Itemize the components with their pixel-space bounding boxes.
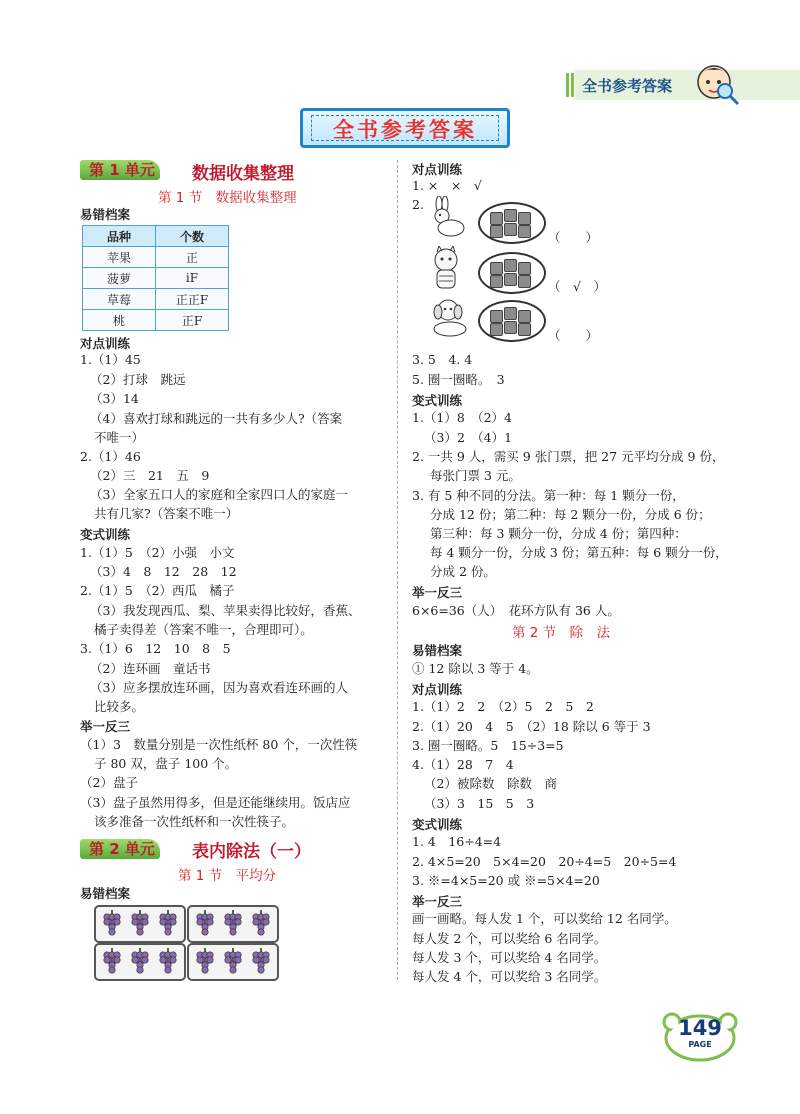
unit2-title: 表内除法（一） [192, 842, 311, 862]
text-line: 分成 12 份；第二种：每 2 颗分一份，分成 6 份； [430, 507, 711, 522]
text-line: 4.（1）28 7 4 [412, 757, 514, 772]
text-line: 第三种：每 3 颗分一份，分成 4 份；第四种： [430, 526, 687, 541]
text-line: 比较多。 [94, 699, 145, 714]
answer-paren: （ ） [548, 328, 599, 343]
text-line: 每 4 颗分一份，分成 3 份；第五种：每 6 颗分一份， [430, 545, 728, 560]
text-line: 2. 一共 9 人，需买 9 张门票，把 27 元平均分成 9 份， [412, 449, 725, 464]
grape-icon [156, 947, 180, 975]
cube-icon [518, 212, 531, 225]
grape-icon [156, 909, 180, 937]
text-line: （2）三 21 五 9 [90, 468, 210, 483]
duidian-heading-1: 对点训练 [80, 336, 131, 351]
text-line: 6×6=36（人） 花环方队有 36 人。 [412, 603, 620, 618]
table-row [83, 310, 229, 331]
unit1-tab: 第 1 单元 [80, 160, 160, 180]
table-header: 个数 [156, 226, 229, 247]
cube-icon [504, 307, 517, 320]
text-line: 3. 圈一圈略。5 15÷3=5 [412, 738, 564, 753]
text-line: 每人发 4 个，可以奖给 3 名同学。 [412, 969, 607, 984]
text-line: 不唯一） [94, 430, 145, 445]
text-line: 2.（1）20 4 5 （2）18 除以 6 等于 3 [412, 719, 651, 734]
title-banner [300, 108, 510, 148]
text-line: 3.（1）6 12 10 8 5 [80, 641, 231, 656]
juyi-heading-r1: 举一反三 [412, 585, 463, 600]
text-line: 3. 有 5 种不同的分法。第一种：每 1 颗分一份， [412, 488, 685, 503]
table-row [83, 289, 229, 310]
cube-icon [490, 262, 503, 275]
unit1-title: 数据收集整理 [192, 164, 294, 184]
text-line: 1.（1）5 （2）小强 小文 [80, 545, 235, 560]
text-line: 每张门票 3 元。 [430, 468, 521, 483]
header-bars [566, 73, 576, 97]
text-line: 1. × × √ [412, 178, 482, 193]
cube-icon [518, 310, 531, 323]
text-line: 画一画略。每人发 1 个，可以奖给 12 名同学。 [412, 911, 677, 926]
table-cell: 正F [156, 310, 229, 331]
answer-paren: （ √ ） [548, 279, 606, 294]
text-line: （3）盘子虽然用得多，但是还能继续用。饭店应 [80, 795, 351, 810]
text-line: （3）3 15 5 3 [424, 796, 535, 811]
grape-icon [221, 909, 245, 937]
table-cell: 菠萝 [83, 268, 156, 289]
bianshi-heading-r2: 变式训练 [412, 817, 463, 832]
yicuo-heading-1: 易错档案 [80, 207, 131, 222]
grape-icon [193, 947, 217, 975]
grape-icon [221, 947, 245, 975]
text-line: 每人发 3 个，可以奖给 4 名同学。 [412, 950, 607, 965]
mascot-magnifier-icon [692, 60, 742, 110]
column-divider [397, 160, 398, 980]
text-line: 1. 4 16÷4=4 [412, 834, 502, 849]
rabbit-icon [425, 196, 473, 240]
cube-icon [504, 321, 517, 334]
text-line: （1）3 数量分别是一次性纸杯 80 个，一次性筷 [80, 737, 358, 752]
table-cell: iF [156, 268, 229, 289]
text-line: 每人发 2 个，可以奖给 6 名同学。 [412, 931, 607, 946]
bianshi-heading-1: 变式训练 [80, 527, 131, 542]
cube-icon [490, 212, 503, 225]
table-cell: 草莓 [83, 289, 156, 310]
cube-icon [518, 262, 531, 275]
banner-title: 全书参考答案 [333, 118, 477, 142]
text-line: （2）连环画 童话书 [90, 661, 211, 676]
text-line: 1.（1）2 2 （2）5 2 5 2 [412, 699, 594, 714]
dog-icon [428, 296, 476, 338]
text-line: （3）2 （4）1 [424, 430, 513, 445]
yicuo-heading-r: 易错档案 [412, 643, 463, 658]
text-line: 2.（1）5 （2）西瓜 橘子 [80, 583, 235, 598]
cube-icon [518, 323, 531, 336]
duidian-heading-r2: 对点训练 [412, 682, 463, 697]
juyi-heading-1: 举一反三 [80, 719, 131, 734]
text-line: 3. ※=4×5=20 或 ※=5×4=20 [412, 873, 600, 888]
text-line: 分成 2 份。 [430, 564, 496, 579]
table-header: 品种 [83, 226, 156, 247]
cube-icon [490, 225, 503, 238]
text-line: 橘子卖得差（答案不唯一，合理即可）。 [94, 622, 313, 637]
text-line: 3. 5 4. 4 [412, 352, 473, 367]
text-line: 2. 4×5=20 5×4=20 20÷4=5 20÷5=4 [412, 854, 677, 869]
answer-paren: （ ） [548, 230, 599, 245]
text-line: 共有几家?（答案不唯一） [94, 506, 239, 521]
cube-icon [518, 275, 531, 288]
table-cell: 桃 [83, 310, 156, 331]
grape-icon [128, 909, 152, 937]
text-line: （3）4 8 12 28 12 [90, 564, 237, 579]
text-line: 2.（1）46 [80, 449, 141, 464]
section1-title: 第 1 节 数据收集整理 [158, 190, 297, 206]
tiger-icon [428, 246, 468, 292]
section2-2-title: 第 2 节 除 法 [512, 625, 611, 641]
table-row [83, 268, 229, 289]
page-label: PAGE [688, 1040, 712, 1049]
text-line: 该多准备一次性纸杯和一次性筷子。 [94, 814, 295, 829]
table-cell: 正 [156, 247, 229, 268]
text-line: 1.（1）45 [80, 352, 141, 367]
page-number: 149 [678, 1016, 722, 1040]
cube-icon [504, 209, 517, 222]
text-line: 2. [412, 197, 424, 212]
cube-icon [490, 323, 503, 336]
text-line: （2）打球 跳远 [90, 372, 186, 387]
table-cell: 正正F [156, 289, 229, 310]
fruit-tally-table [82, 225, 229, 331]
grape-icon [128, 947, 152, 975]
cube-icon [490, 275, 503, 288]
cube-icon [518, 225, 531, 238]
bianshi-heading-r1: 变式训练 [412, 393, 463, 408]
text-line: 子 80 双，盘子 100 个。 [94, 756, 238, 771]
cube-icon [504, 223, 517, 236]
header-title: 全书参考答案 [582, 77, 673, 95]
cube-icon [504, 259, 517, 272]
text-line: （2）盘子 [80, 775, 138, 790]
cube-icon [504, 273, 517, 286]
table-row [83, 247, 229, 268]
yicuo-heading-2: 易错档案 [80, 886, 131, 901]
unit2-tab: 第 2 单元 [80, 839, 160, 859]
grape-icon [249, 947, 273, 975]
text-line: （2）被除数 除数 商 [424, 776, 557, 791]
text-line: （4）喜欢打球和跳远的一共有多少人?（答案 [90, 411, 343, 426]
grape-icon [100, 909, 124, 937]
text-line: 1.（1）8 （2）4 [412, 410, 512, 425]
grape-icon [249, 909, 273, 937]
duidian-heading-r1: 对点训练 [412, 162, 463, 177]
grape-icon [100, 947, 124, 975]
text-line: （3）全家五口人的家庭和全家四口人的家庭一 [90, 487, 348, 502]
text-line: （3）我发现西瓜、梨、苹果卖得比较好，香蕉、 [90, 603, 361, 618]
cube-icon [490, 310, 503, 323]
text-line: （3）14 [90, 391, 139, 406]
juyi-heading-r2: 举一反三 [412, 894, 463, 909]
text-line: 5. 圈一圈略。 3 [412, 372, 505, 387]
table-cell: 苹果 [83, 247, 156, 268]
grape-icon [193, 909, 217, 937]
text-line: （3）应多摆放连环画，因为喜欢看连环画的人 [90, 680, 348, 695]
text-line: ① 12 除以 3 等于 4。 [412, 661, 539, 676]
section2-1-title: 第 1 节 平均分 [178, 868, 277, 884]
